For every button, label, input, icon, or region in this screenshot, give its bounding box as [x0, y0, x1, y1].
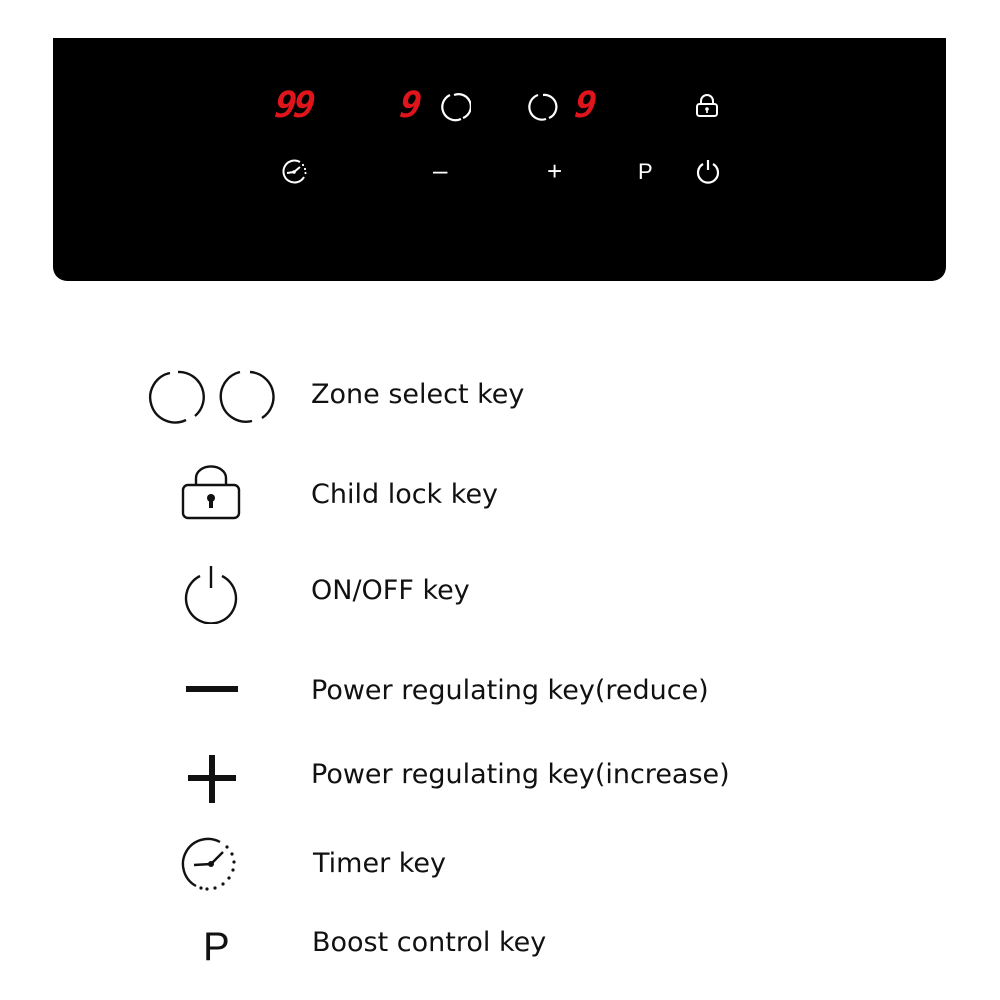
right-zone-select-key[interactable]	[526, 91, 558, 123]
left-zone-level-display: 9	[397, 85, 421, 126]
minus-key[interactable]: –	[433, 155, 448, 185]
legend-label-child-lock: Child lock key	[311, 479, 499, 510]
legend-row-child-lock	[0, 465, 1000, 525]
child-lock-icon	[180, 465, 242, 523]
legend-label-reduce: Power regulating key(reduce)	[311, 675, 709, 706]
zone-select-icon	[148, 366, 276, 426]
legend-label-zone-select: Zone select key	[311, 379, 525, 410]
legend-row-increase	[0, 748, 1000, 808]
legend-label-increase: Power regulating key(increase)	[311, 759, 730, 790]
legend-row-on-off	[0, 562, 1000, 622]
power-icon	[180, 562, 242, 624]
legend-row-reduce	[0, 662, 1000, 722]
plus-key[interactable]: +	[547, 156, 563, 186]
legend-row-zone-select	[0, 366, 1000, 426]
legend-label-timer: Timer key	[313, 848, 447, 879]
control-panel	[53, 38, 946, 281]
plus-icon	[188, 755, 236, 803]
legend-row-boost	[0, 915, 1000, 975]
boost-p-icon: P	[203, 925, 230, 969]
right-zone-level-display: 9	[572, 85, 596, 126]
legend-label-on-off: ON/OFF key	[311, 575, 470, 606]
left-zone-select-key[interactable]	[439, 91, 471, 123]
timer-display: 99	[272, 85, 315, 126]
legend-label-boost: Boost control key	[312, 927, 547, 958]
child-lock-key[interactable]	[694, 93, 720, 119]
timer-icon	[180, 834, 242, 894]
legend-row-timer	[0, 832, 1000, 892]
power-key[interactable]	[693, 157, 723, 187]
timer-key[interactable]	[279, 157, 309, 187]
boost-key[interactable]: P	[638, 159, 653, 184]
minus-icon	[186, 684, 238, 694]
